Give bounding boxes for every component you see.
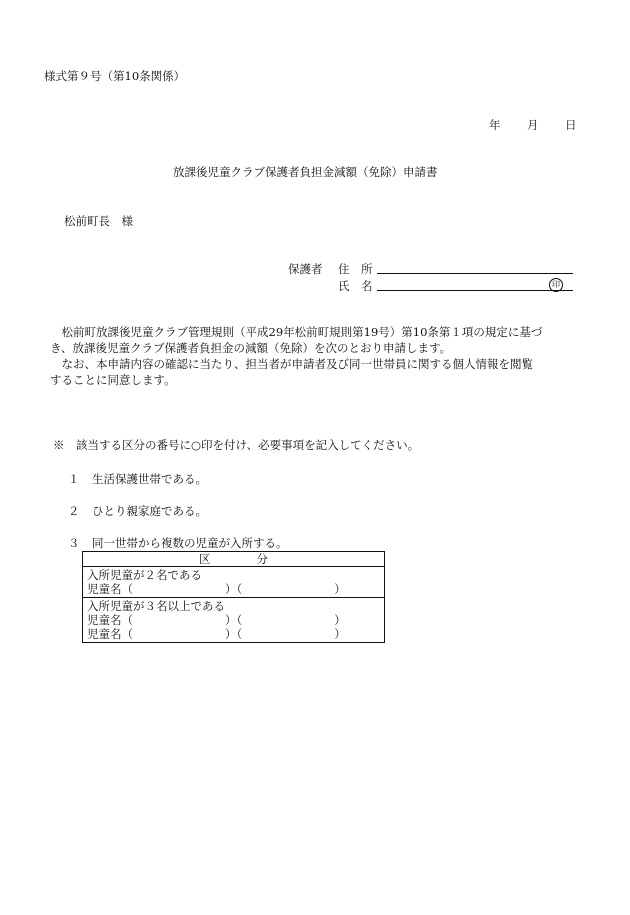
date-year-label: 年 (489, 118, 501, 132)
addressee: 松前町長 様 (64, 214, 133, 228)
body-paragraph2-line1: なお、本申請内容の確認に当たり、担当者が申請者及び同一世帯員に関する個人情報を閲覧 (50, 357, 533, 371)
item-3-number[interactable]: ３ (68, 536, 80, 550)
name-field-line[interactable] (377, 290, 573, 291)
body-paragraph2-line2: することに同意します。 (50, 373, 176, 387)
body-paragraph1-line2: き、放課後児童クラブ保護者負担金の減額（免除）を次のとおり申請します。 (50, 341, 452, 355)
table-group-three-plus-children (83, 598, 385, 643)
table-group-two-children (83, 567, 385, 598)
date-month-label: 月 (527, 118, 539, 132)
item-1-number[interactable]: １ (68, 472, 80, 486)
group1-child-names-row[interactable]: 児童名（ ）（ ） (87, 582, 346, 596)
name-label: 氏 名 (338, 279, 373, 293)
item-2-number[interactable]: ２ (68, 504, 80, 518)
item-1-text: 生活保護世帯である。 (92, 472, 207, 486)
group2-child-names-row-2[interactable]: 児童名（ ）（ ） (87, 627, 346, 641)
body-paragraph1-line1: 松前町放課後児童クラブ管理規則（平成29年松前町規則第19号）第10条第１項の規定に基づ (50, 325, 543, 339)
address-label: 住 所 (338, 262, 373, 276)
address-field-line[interactable] (377, 273, 573, 274)
item-3-text: 同一世帯から複数の児童が入所する。 (92, 536, 288, 550)
table-header: 区 分 (83, 552, 385, 567)
document-title: 放課後児童クラブ保護者負担金減額（免除）申請書 (173, 165, 438, 179)
group2-child-names-row-1[interactable]: 児童名（ ）（ ） (87, 613, 346, 627)
group2-title: 入所児童が３名以上である (87, 599, 225, 613)
body-text (50, 324, 580, 388)
instruction-note: ※ 該当する区分の番号に○印を付け、必要事項を記入してください。 (53, 438, 420, 452)
item-2-text: ひとり親家庭である。 (92, 504, 207, 518)
applicant-role-label: 保護者 (288, 262, 323, 276)
form-number: 様式第９号（第10条関係） (44, 69, 186, 83)
seal-mark: 印 (549, 278, 563, 292)
classification-table (82, 551, 385, 643)
date-day-label: 日 (565, 118, 577, 132)
group1-title: 入所児童が２名である (87, 568, 202, 582)
